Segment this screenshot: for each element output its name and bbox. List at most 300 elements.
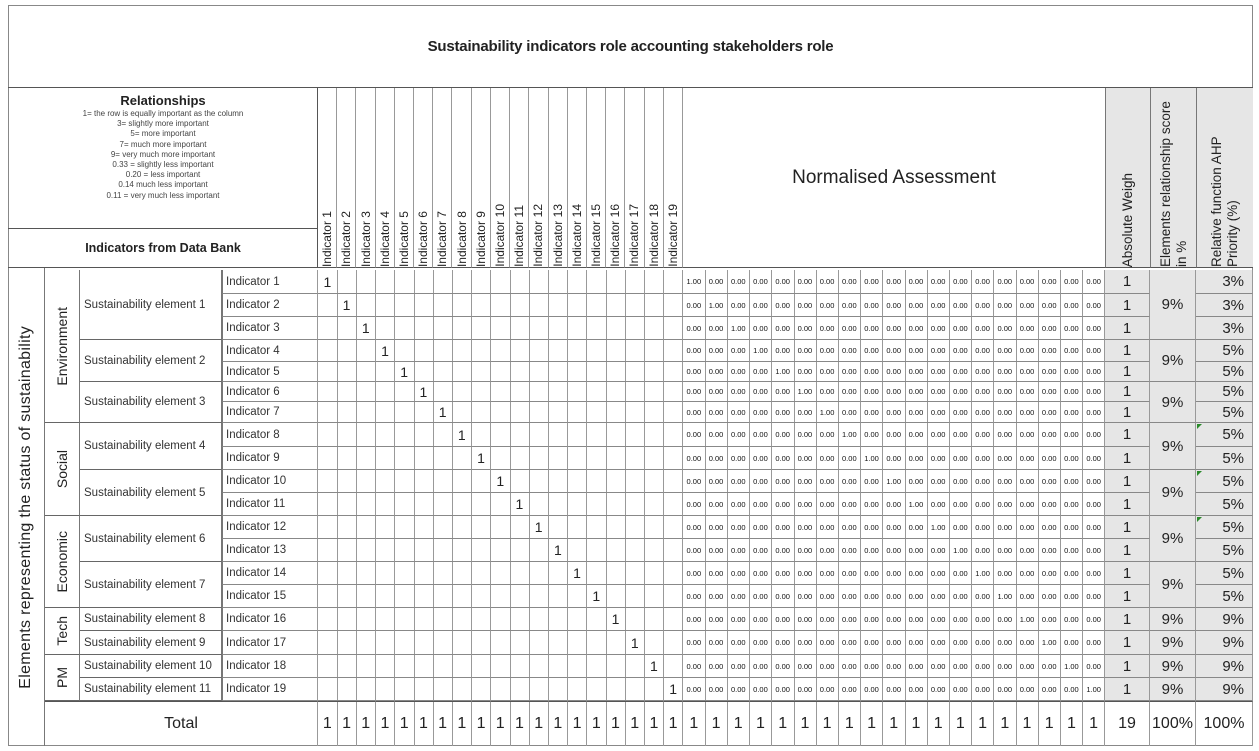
pairwise-cell[interactable]	[376, 317, 396, 340]
pairwise-cell[interactable]	[587, 493, 607, 516]
pairwise-cell[interactable]	[529, 678, 549, 701]
pairwise-cell[interactable]	[472, 655, 492, 678]
pairwise-cell[interactable]	[645, 402, 665, 423]
pairwise-cell[interactable]	[625, 362, 645, 382]
pairwise-cell[interactable]	[510, 317, 530, 340]
pairwise-cell[interactable]	[664, 317, 684, 340]
pairwise-cell[interactable]	[491, 294, 511, 317]
pairwise-cell[interactable]	[645, 294, 665, 317]
pairwise-cell[interactable]	[510, 516, 530, 539]
pairwise-cell[interactable]	[491, 423, 511, 447]
pairwise-cell[interactable]	[414, 340, 434, 362]
pairwise-cell[interactable]	[337, 516, 357, 539]
pairwise-cell[interactable]	[587, 382, 607, 402]
pairwise-cell[interactable]	[376, 655, 396, 678]
pairwise-cell[interactable]	[337, 270, 357, 294]
pairwise-cell[interactable]	[356, 294, 376, 317]
pairwise-cell[interactable]	[472, 294, 492, 317]
pairwise-cell[interactable]	[491, 539, 511, 562]
pairwise-cell[interactable]	[452, 493, 472, 516]
pairwise-cell[interactable]	[568, 678, 588, 701]
pairwise-cell[interactable]	[529, 493, 549, 516]
pairwise-cell[interactable]	[414, 562, 434, 585]
pairwise-cell[interactable]	[414, 423, 434, 447]
pairwise-cell[interactable]	[549, 402, 569, 423]
pairwise-cell[interactable]	[606, 493, 626, 516]
pairwise-cell[interactable]	[645, 493, 665, 516]
pairwise-cell[interactable]: 1	[376, 340, 396, 362]
pairwise-cell[interactable]	[414, 631, 434, 655]
pairwise-cell[interactable]	[664, 340, 684, 362]
pairwise-cell[interactable]	[606, 678, 626, 701]
pairwise-cell[interactable]	[645, 447, 665, 470]
pairwise-cell[interactable]	[568, 382, 588, 402]
pairwise-cell[interactable]	[664, 608, 684, 631]
pairwise-cell[interactable]	[376, 362, 396, 382]
pairwise-cell[interactable]	[376, 493, 396, 516]
pairwise-cell[interactable]	[337, 655, 357, 678]
pairwise-cell[interactable]	[452, 562, 472, 585]
pairwise-cell[interactable]	[606, 270, 626, 294]
pairwise-cell[interactable]	[414, 655, 434, 678]
pairwise-cell[interactable]	[664, 493, 684, 516]
pairwise-cell[interactable]	[356, 362, 376, 382]
pairwise-cell[interactable]	[549, 317, 569, 340]
pairwise-cell[interactable]	[395, 562, 415, 585]
pairwise-cell[interactable]	[645, 562, 665, 585]
pairwise-cell[interactable]	[337, 362, 357, 382]
pairwise-cell[interactable]	[472, 270, 492, 294]
pairwise-cell[interactable]	[318, 562, 338, 585]
pairwise-cell[interactable]	[625, 382, 645, 402]
pairwise-cell[interactable]	[395, 317, 415, 340]
pairwise-cell[interactable]	[395, 470, 415, 493]
pairwise-cell[interactable]	[376, 402, 396, 423]
pairwise-cell[interactable]	[529, 655, 549, 678]
pairwise-cell[interactable]	[337, 539, 357, 562]
pairwise-cell[interactable]	[529, 631, 549, 655]
pairwise-cell[interactable]: 1	[645, 655, 665, 678]
pairwise-cell[interactable]	[318, 362, 338, 382]
pairwise-cell[interactable]	[433, 423, 453, 447]
pairwise-cell[interactable]	[318, 402, 338, 423]
pairwise-cell[interactable]	[587, 340, 607, 362]
pairwise-cell[interactable]	[664, 362, 684, 382]
pairwise-cell[interactable]	[568, 470, 588, 493]
pairwise-cell[interactable]	[549, 270, 569, 294]
pairwise-cell[interactable]	[625, 402, 645, 423]
pairwise-cell[interactable]	[606, 516, 626, 539]
pairwise-cell[interactable]	[472, 402, 492, 423]
pairwise-cell[interactable]	[587, 516, 607, 539]
pairwise-cell[interactable]	[568, 608, 588, 631]
pairwise-cell[interactable]	[318, 631, 338, 655]
pairwise-cell[interactable]	[587, 423, 607, 447]
pairwise-cell[interactable]: 1	[510, 493, 530, 516]
pairwise-cell[interactable]: 1	[433, 402, 453, 423]
pairwise-cell[interactable]: 1	[549, 539, 569, 562]
pairwise-cell[interactable]	[414, 470, 434, 493]
pairwise-cell[interactable]	[472, 631, 492, 655]
pairwise-cell[interactable]	[645, 423, 665, 447]
pairwise-cell[interactable]	[376, 382, 396, 402]
pairwise-cell[interactable]	[549, 562, 569, 585]
pairwise-cell[interactable]	[491, 493, 511, 516]
pairwise-cell[interactable]	[606, 382, 626, 402]
pairwise-cell[interactable]	[606, 539, 626, 562]
pairwise-cell[interactable]	[356, 562, 376, 585]
pairwise-cell[interactable]	[337, 423, 357, 447]
pairwise-cell[interactable]	[529, 447, 549, 470]
pairwise-cell[interactable]	[472, 362, 492, 382]
pairwise-cell[interactable]	[568, 539, 588, 562]
pairwise-cell[interactable]	[664, 270, 684, 294]
pairwise-cell[interactable]	[337, 678, 357, 701]
pairwise-cell[interactable]	[452, 631, 472, 655]
pairwise-cell[interactable]	[318, 340, 338, 362]
pairwise-cell[interactable]	[587, 470, 607, 493]
pairwise-cell[interactable]	[549, 655, 569, 678]
pairwise-cell[interactable]	[549, 631, 569, 655]
pairwise-cell[interactable]	[318, 493, 338, 516]
pairwise-cell[interactable]	[356, 402, 376, 423]
pairwise-cell[interactable]	[549, 294, 569, 317]
pairwise-cell[interactable]	[452, 294, 472, 317]
pairwise-cell[interactable]	[337, 470, 357, 493]
pairwise-cell[interactable]	[472, 562, 492, 585]
pairwise-cell[interactable]	[510, 608, 530, 631]
pairwise-cell[interactable]: 1	[606, 608, 626, 631]
pairwise-cell[interactable]	[337, 447, 357, 470]
pairwise-cell[interactable]	[510, 678, 530, 701]
pairwise-cell[interactable]	[472, 585, 492, 608]
pairwise-cell[interactable]	[452, 678, 472, 701]
pairwise-cell[interactable]	[529, 608, 549, 631]
pairwise-cell[interactable]	[491, 655, 511, 678]
pairwise-cell[interactable]	[472, 539, 492, 562]
pairwise-cell[interactable]	[491, 340, 511, 362]
pairwise-cell[interactable]	[337, 585, 357, 608]
pairwise-cell[interactable]	[337, 608, 357, 631]
pairwise-cell[interactable]	[356, 539, 376, 562]
pairwise-cell[interactable]	[664, 294, 684, 317]
pairwise-cell[interactable]	[414, 270, 434, 294]
pairwise-cell[interactable]	[625, 317, 645, 340]
pairwise-cell[interactable]	[568, 402, 588, 423]
pairwise-cell[interactable]	[472, 340, 492, 362]
pairwise-cell[interactable]: 1	[472, 447, 492, 470]
pairwise-cell[interactable]	[376, 585, 396, 608]
pairwise-cell[interactable]	[491, 447, 511, 470]
pairwise-cell[interactable]	[356, 270, 376, 294]
pairwise-cell[interactable]	[433, 270, 453, 294]
pairwise-cell[interactable]	[510, 447, 530, 470]
pairwise-cell[interactable]	[625, 493, 645, 516]
pairwise-cell[interactable]	[549, 585, 569, 608]
pairwise-cell[interactable]	[472, 516, 492, 539]
pairwise-cell[interactable]	[645, 270, 665, 294]
pairwise-cell[interactable]	[529, 562, 549, 585]
pairwise-cell[interactable]	[664, 539, 684, 562]
pairwise-cell[interactable]	[529, 585, 549, 608]
pairwise-cell[interactable]	[606, 562, 626, 585]
pairwise-cell[interactable]	[472, 493, 492, 516]
pairwise-cell[interactable]	[376, 447, 396, 470]
pairwise-cell[interactable]	[318, 678, 338, 701]
pairwise-cell[interactable]	[376, 294, 396, 317]
pairwise-cell[interactable]	[549, 447, 569, 470]
pairwise-cell[interactable]	[337, 562, 357, 585]
pairwise-cell[interactable]: 1	[664, 678, 684, 701]
pairwise-cell[interactable]	[356, 340, 376, 362]
pairwise-cell[interactable]	[414, 516, 434, 539]
pairwise-cell[interactable]	[568, 516, 588, 539]
pairwise-cell[interactable]	[433, 516, 453, 539]
pairwise-cell[interactable]	[414, 294, 434, 317]
pairwise-cell[interactable]	[433, 539, 453, 562]
pairwise-cell[interactable]	[376, 270, 396, 294]
pairwise-cell[interactable]	[433, 447, 453, 470]
pairwise-cell[interactable]	[645, 340, 665, 362]
pairwise-cell[interactable]	[318, 608, 338, 631]
pairwise-cell[interactable]	[587, 362, 607, 382]
pairwise-cell[interactable]	[395, 294, 415, 317]
pairwise-cell[interactable]	[414, 317, 434, 340]
pairwise-cell[interactable]	[356, 516, 376, 539]
pairwise-cell[interactable]	[414, 402, 434, 423]
pairwise-cell[interactable]	[568, 585, 588, 608]
pairwise-cell[interactable]	[433, 493, 453, 516]
pairwise-cell[interactable]: 1	[491, 470, 511, 493]
pairwise-cell[interactable]	[625, 516, 645, 539]
pairwise-cell[interactable]	[549, 493, 569, 516]
pairwise-cell[interactable]	[318, 655, 338, 678]
pairwise-cell[interactable]	[395, 340, 415, 362]
pairwise-cell[interactable]	[606, 655, 626, 678]
pairwise-cell[interactable]	[395, 678, 415, 701]
pairwise-cell[interactable]: 1	[395, 362, 415, 382]
pairwise-cell[interactable]	[510, 270, 530, 294]
pairwise-cell[interactable]	[376, 608, 396, 631]
pairwise-cell[interactable]	[376, 631, 396, 655]
pairwise-cell[interactable]	[433, 562, 453, 585]
pairwise-cell[interactable]	[433, 608, 453, 631]
pairwise-cell[interactable]	[549, 470, 569, 493]
pairwise-cell[interactable]	[433, 340, 453, 362]
pairwise-cell[interactable]	[472, 317, 492, 340]
pairwise-cell[interactable]	[318, 539, 338, 562]
pairwise-cell[interactable]	[452, 402, 472, 423]
pairwise-cell[interactable]	[606, 585, 626, 608]
pairwise-cell[interactable]	[549, 340, 569, 362]
pairwise-cell[interactable]	[664, 402, 684, 423]
pairwise-cell[interactable]	[587, 539, 607, 562]
pairwise-cell[interactable]	[625, 585, 645, 608]
pairwise-cell[interactable]	[414, 362, 434, 382]
pairwise-cell[interactable]	[318, 382, 338, 402]
pairwise-cell[interactable]	[645, 382, 665, 402]
pairwise-cell[interactable]	[395, 655, 415, 678]
pairwise-cell[interactable]	[568, 631, 588, 655]
pairwise-cell[interactable]	[491, 631, 511, 655]
pairwise-cell[interactable]	[625, 294, 645, 317]
pairwise-cell[interactable]	[356, 608, 376, 631]
pairwise-cell[interactable]	[376, 423, 396, 447]
pairwise-cell[interactable]	[452, 317, 472, 340]
pairwise-cell[interactable]	[337, 340, 357, 362]
pairwise-cell[interactable]	[318, 470, 338, 493]
pairwise-cell[interactable]	[510, 423, 530, 447]
pairwise-cell[interactable]	[645, 470, 665, 493]
pairwise-cell[interactable]	[645, 585, 665, 608]
pairwise-cell[interactable]	[472, 470, 492, 493]
pairwise-cell[interactable]	[318, 447, 338, 470]
pairwise-cell[interactable]	[510, 585, 530, 608]
pairwise-cell[interactable]	[510, 294, 530, 317]
pairwise-cell[interactable]	[491, 317, 511, 340]
pairwise-cell[interactable]	[568, 447, 588, 470]
pairwise-cell[interactable]	[587, 317, 607, 340]
pairwise-cell[interactable]	[491, 678, 511, 701]
pairwise-cell[interactable]: 1	[587, 585, 607, 608]
pairwise-cell[interactable]	[587, 608, 607, 631]
pairwise-cell[interactable]	[625, 340, 645, 362]
pairwise-cell[interactable]	[491, 516, 511, 539]
pairwise-cell[interactable]	[510, 539, 530, 562]
pairwise-cell[interactable]	[510, 470, 530, 493]
pairwise-cell[interactable]	[568, 340, 588, 362]
pairwise-cell[interactable]	[414, 447, 434, 470]
pairwise-cell[interactable]	[395, 539, 415, 562]
pairwise-cell[interactable]	[529, 382, 549, 402]
pairwise-cell[interactable]	[356, 382, 376, 402]
pairwise-cell[interactable]	[625, 423, 645, 447]
pairwise-cell[interactable]	[587, 447, 607, 470]
pairwise-cell[interactable]	[337, 402, 357, 423]
pairwise-cell[interactable]	[625, 539, 645, 562]
pairwise-cell[interactable]	[376, 539, 396, 562]
pairwise-cell[interactable]: 1	[625, 631, 645, 655]
pairwise-cell[interactable]	[452, 382, 472, 402]
pairwise-cell[interactable]	[452, 447, 472, 470]
pairwise-cell[interactable]	[645, 539, 665, 562]
pairwise-cell[interactable]	[433, 585, 453, 608]
pairwise-cell[interactable]	[433, 294, 453, 317]
pairwise-cell[interactable]	[606, 402, 626, 423]
pairwise-cell[interactable]	[664, 382, 684, 402]
pairwise-cell[interactable]	[395, 270, 415, 294]
pairwise-cell[interactable]	[472, 382, 492, 402]
pairwise-cell[interactable]	[606, 447, 626, 470]
pairwise-cell[interactable]	[510, 362, 530, 382]
pairwise-cell[interactable]	[510, 631, 530, 655]
pairwise-cell[interactable]	[645, 631, 665, 655]
pairwise-cell[interactable]	[491, 608, 511, 631]
pairwise-cell[interactable]	[625, 447, 645, 470]
pairwise-cell[interactable]	[414, 493, 434, 516]
pairwise-cell[interactable]	[510, 402, 530, 423]
pairwise-cell[interactable]	[645, 608, 665, 631]
pairwise-cell[interactable]	[395, 382, 415, 402]
pairwise-cell[interactable]	[529, 270, 549, 294]
pairwise-cell[interactable]	[376, 678, 396, 701]
pairwise-cell[interactable]	[356, 655, 376, 678]
pairwise-cell[interactable]	[414, 539, 434, 562]
pairwise-cell[interactable]	[318, 294, 338, 317]
pairwise-cell[interactable]	[414, 585, 434, 608]
pairwise-cell[interactable]	[529, 340, 549, 362]
pairwise-cell[interactable]	[452, 585, 472, 608]
pairwise-cell[interactable]	[664, 423, 684, 447]
pairwise-cell[interactable]	[664, 655, 684, 678]
pairwise-cell[interactable]	[337, 493, 357, 516]
pairwise-cell[interactable]	[356, 447, 376, 470]
pairwise-cell[interactable]	[395, 585, 415, 608]
pairwise-cell[interactable]	[318, 317, 338, 340]
pairwise-cell[interactable]	[356, 678, 376, 701]
pairwise-cell[interactable]	[395, 402, 415, 423]
pairwise-cell[interactable]	[606, 294, 626, 317]
pairwise-cell[interactable]	[625, 678, 645, 701]
pairwise-cell[interactable]	[491, 362, 511, 382]
pairwise-cell[interactable]: 1	[337, 294, 357, 317]
pairwise-cell[interactable]	[587, 562, 607, 585]
pairwise-cell[interactable]	[664, 470, 684, 493]
pairwise-cell[interactable]	[472, 423, 492, 447]
pairwise-cell[interactable]	[491, 270, 511, 294]
pairwise-cell[interactable]	[491, 402, 511, 423]
pairwise-cell[interactable]	[510, 655, 530, 678]
pairwise-cell[interactable]	[472, 678, 492, 701]
pairwise-cell[interactable]	[529, 402, 549, 423]
pairwise-cell[interactable]	[491, 382, 511, 402]
pairwise-cell[interactable]	[395, 423, 415, 447]
pairwise-cell[interactable]	[606, 340, 626, 362]
pairwise-cell[interactable]	[549, 678, 569, 701]
pairwise-cell[interactable]	[356, 423, 376, 447]
pairwise-cell[interactable]	[356, 470, 376, 493]
pairwise-cell[interactable]	[529, 362, 549, 382]
pairwise-cell[interactable]	[433, 362, 453, 382]
pairwise-cell[interactable]	[529, 294, 549, 317]
pairwise-cell[interactable]	[587, 270, 607, 294]
pairwise-cell[interactable]	[452, 340, 472, 362]
pairwise-cell[interactable]	[529, 317, 549, 340]
pairwise-cell[interactable]	[337, 382, 357, 402]
pairwise-cell[interactable]	[337, 317, 357, 340]
pairwise-cell[interactable]	[568, 493, 588, 516]
pairwise-cell[interactable]: 1	[452, 423, 472, 447]
pairwise-cell[interactable]	[549, 516, 569, 539]
pairwise-cell[interactable]	[395, 493, 415, 516]
pairwise-cell[interactable]	[549, 382, 569, 402]
pairwise-cell[interactable]	[568, 362, 588, 382]
pairwise-cell[interactable]	[587, 294, 607, 317]
pairwise-cell[interactable]	[452, 539, 472, 562]
pairwise-cell[interactable]	[529, 539, 549, 562]
pairwise-cell[interactable]	[356, 585, 376, 608]
pairwise-cell[interactable]	[491, 562, 511, 585]
pairwise-cell[interactable]	[625, 470, 645, 493]
pairwise-cell[interactable]	[433, 655, 453, 678]
pairwise-cell[interactable]: 1	[356, 317, 376, 340]
pairwise-cell[interactable]	[568, 270, 588, 294]
pairwise-cell[interactable]	[645, 516, 665, 539]
pairwise-cell[interactable]	[587, 402, 607, 423]
pairwise-cell[interactable]	[529, 470, 549, 493]
pairwise-cell[interactable]	[568, 423, 588, 447]
pairwise-cell[interactable]	[395, 631, 415, 655]
